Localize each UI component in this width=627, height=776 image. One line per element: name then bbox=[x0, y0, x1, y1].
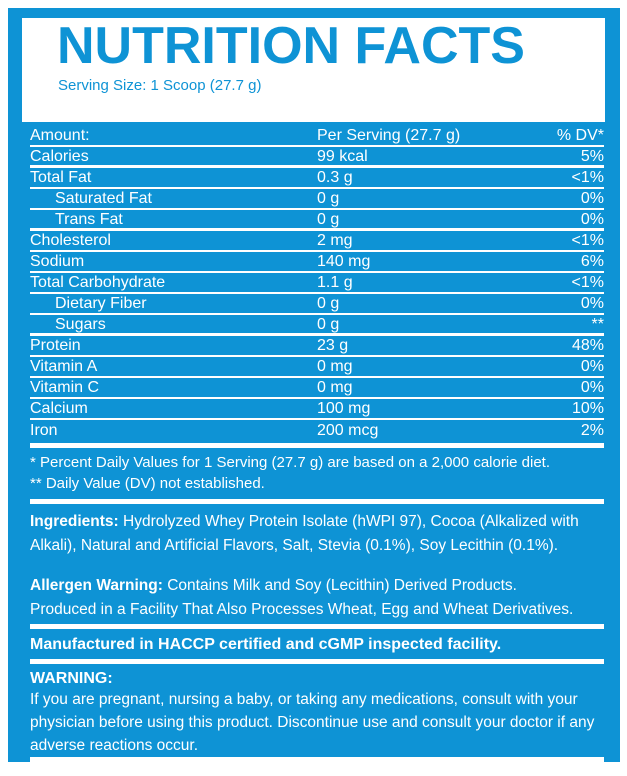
nutrient-amount: 0 g bbox=[317, 315, 340, 333]
nutrient-daily-value: ** bbox=[591, 315, 604, 333]
nutrient-name: Vitamin C bbox=[30, 379, 100, 396]
nutrient-name: Vitamin A bbox=[30, 358, 98, 375]
nutrient-daily-value: 2% bbox=[580, 422, 604, 439]
nutrition-table bbox=[30, 126, 604, 441]
nutrient-name: Sugars bbox=[55, 315, 106, 333]
divider-bar bbox=[30, 757, 604, 762]
divider-bar bbox=[30, 659, 604, 664]
nutrient-name: Trans Fat bbox=[55, 210, 123, 228]
footnote-not-established: ** Daily Value (DV) not established. bbox=[30, 475, 265, 492]
nutrient-name: Total Carbohydrate bbox=[30, 274, 166, 291]
nutrient-rows bbox=[30, 147, 604, 441]
nutrient-daily-value: 0% bbox=[580, 379, 604, 396]
allergen-text-line2: Produced in a Facility That Also Processes Wheat, Egg and Wheat Derivatives. bbox=[30, 601, 574, 618]
table-header-row bbox=[30, 126, 604, 147]
nutrient-row bbox=[30, 336, 604, 357]
ingredients-text: Hydrolyzed Whey Protein Isolate (hWPI 97), Cocoa (Alkalized with Alkali), Natural and Artificial Flavors, Salt, Stevia (0.1%), Soy Lecithin (0.1%). bbox=[30, 513, 579, 554]
nutrient-daily-value: 0% bbox=[580, 358, 604, 375]
nutrient-row bbox=[30, 357, 604, 378]
nutrient-amount: 0 g bbox=[317, 210, 340, 228]
nutrient-daily-value: 0% bbox=[580, 190, 604, 207]
nutrient-amount: 100 mg bbox=[317, 400, 371, 417]
nutrient-name: Sodium bbox=[30, 253, 85, 270]
nutrient-row bbox=[30, 189, 604, 210]
nutrient-amount: 140 mg bbox=[317, 253, 371, 270]
nutrient-row bbox=[30, 147, 604, 168]
nutrient-row bbox=[30, 252, 604, 273]
nutrient-amount: 1.1 g bbox=[317, 274, 353, 291]
nutrient-name: Total Fat bbox=[30, 169, 92, 186]
nutrient-amount: 200 mcg bbox=[317, 422, 379, 439]
nutrient-daily-value: 48% bbox=[571, 337, 604, 354]
nutrient-daily-value: <1% bbox=[571, 274, 604, 291]
serving-size: Serving Size: 1 Scoop (27.7 g) bbox=[58, 77, 262, 94]
nutrient-name: Calories bbox=[30, 147, 89, 165]
nutrient-amount: 99 kcal bbox=[317, 147, 368, 165]
nutrient-amount: 0 mg bbox=[317, 358, 353, 375]
nutrient-daily-value: 5% bbox=[580, 147, 604, 165]
nutrient-name: Dietary Fiber bbox=[55, 295, 147, 312]
nutrient-row bbox=[30, 420, 604, 441]
nutrient-amount: 0 mg bbox=[317, 379, 353, 396]
nutrient-daily-value: 0% bbox=[580, 210, 604, 228]
manufacturing-note: Manufactured in HACCP certified and cGMP inspected facility. bbox=[30, 636, 502, 653]
nutrient-daily-value: 10% bbox=[571, 400, 604, 417]
nutrient-name: Cholesterol bbox=[30, 232, 111, 249]
nutrient-name: Iron bbox=[30, 422, 58, 439]
allergen-text-line1: Contains Milk and Soy (Lecithin) Derived Products. bbox=[162, 577, 517, 594]
nutrient-daily-value: 6% bbox=[580, 253, 604, 270]
nutrient-amount: 0.3 g bbox=[317, 169, 353, 186]
allergen-paragraph bbox=[30, 574, 604, 622]
nutrient-row bbox=[30, 168, 604, 189]
label-header bbox=[22, 18, 605, 122]
divider-bar bbox=[30, 499, 604, 504]
nutrient-row bbox=[30, 294, 604, 315]
nutrient-row bbox=[30, 231, 604, 252]
label-panel bbox=[8, 8, 620, 762]
nutrient-amount: 23 g bbox=[317, 337, 349, 354]
ingredients-label: Ingredients: bbox=[30, 513, 119, 530]
nutrient-daily-value: 0% bbox=[580, 295, 604, 312]
nutrient-amount: 0 g bbox=[317, 295, 340, 312]
nutrient-row bbox=[30, 399, 604, 420]
column-header-dv: % DV* bbox=[556, 127, 604, 144]
warning-heading: WARNING: bbox=[30, 670, 113, 687]
divider-bar bbox=[30, 624, 604, 629]
nutrient-row bbox=[30, 273, 604, 294]
footnote-daily-values: * Percent Daily Values for 1 Serving (27.7 g) are based on a 2,000 calorie diet. bbox=[30, 454, 551, 471]
label-title: NUTRITION FACTS bbox=[57, 17, 525, 75]
nutrient-amount: 2 mg bbox=[317, 232, 353, 249]
column-header-amount: Amount: bbox=[30, 127, 90, 144]
nutrient-daily-value: <1% bbox=[571, 232, 604, 249]
nutrient-name: Protein bbox=[30, 337, 81, 354]
column-header-per-serving: Per Serving (27.7 g) bbox=[317, 127, 461, 144]
nutrient-name: Calcium bbox=[30, 400, 88, 417]
allergen-label: Allergen Warning: bbox=[30, 577, 163, 594]
ingredients-paragraph bbox=[30, 510, 604, 558]
nutrient-row bbox=[30, 210, 604, 231]
nutrient-row bbox=[30, 315, 604, 336]
nutrient-row bbox=[30, 378, 604, 399]
divider-bar bbox=[30, 443, 604, 448]
nutrient-daily-value: <1% bbox=[571, 169, 604, 186]
warning-text: If you are pregnant, nursing a baby, or taking any medications, consult with your physician before using this product. Discontinue use and consult your doctor if any adverse reactions occur. bbox=[30, 691, 595, 754]
nutrient-name: Saturated Fat bbox=[55, 190, 152, 207]
nutrient-amount: 0 g bbox=[317, 190, 340, 207]
